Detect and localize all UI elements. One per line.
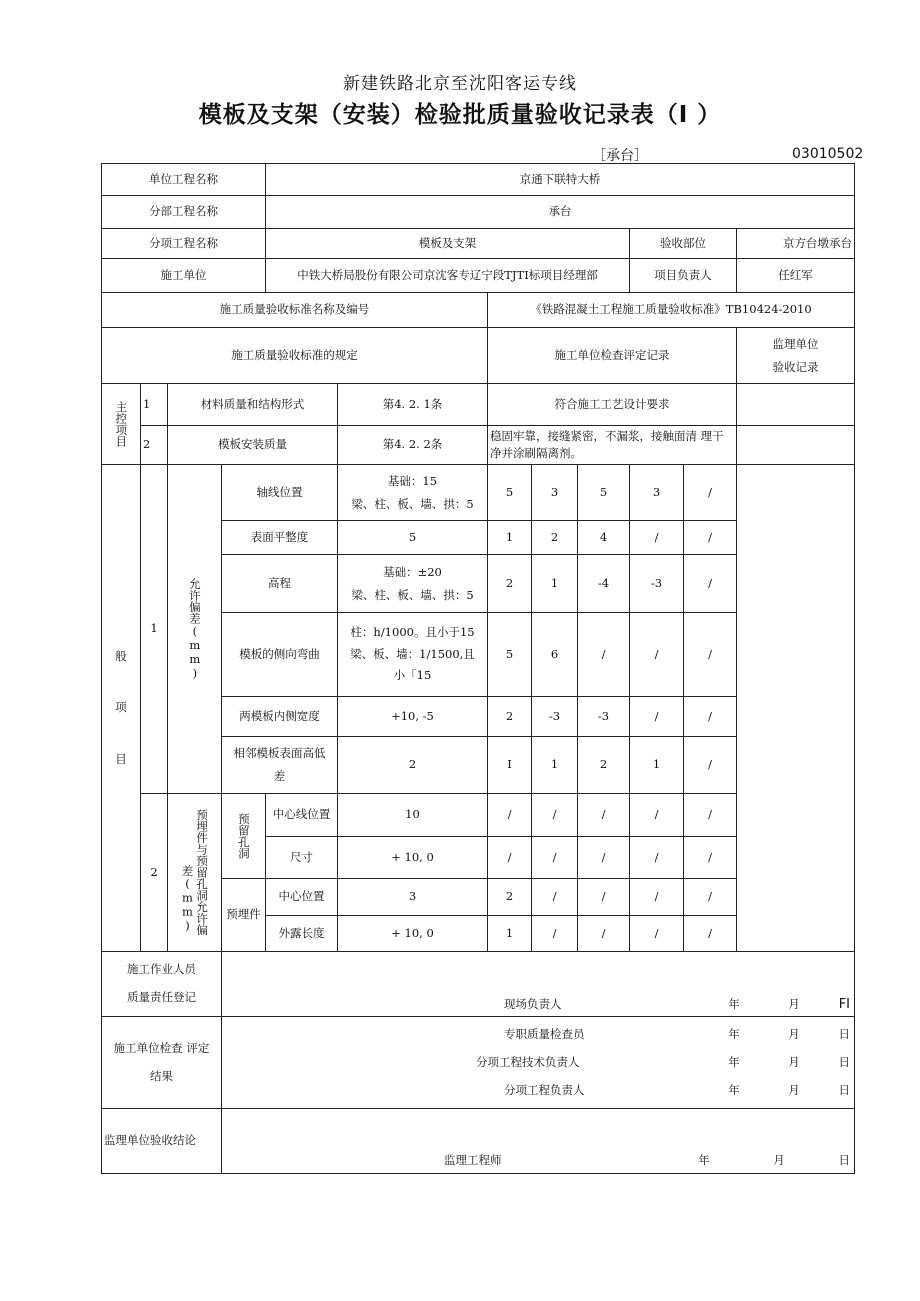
se-month: 月 [773,1153,785,1168]
mc2-item: 模板安装质量 [168,426,338,465]
g1-bend-spec [338,613,488,697]
g1-no: 1 [141,465,168,794]
g1-bend-v4: / [630,613,684,697]
g1-flat-v5: / [684,521,737,555]
g1-width-spec: +10, -5 [338,697,488,737]
g2-hole-center-v4: / [630,794,684,837]
qi-day: 日 [838,1026,850,1041]
g1-elev-spec-1: 基础：±20 [383,564,442,579]
mc1-record: 符合施工工艺设计要求 [488,384,737,426]
mc2-no: 2 [141,426,168,465]
doc-title: 模板及支架（安装）检验批质量验收记录表（I ） [198,102,722,128]
g1-elev-v3: -4 [578,555,630,613]
g1-row-axis [102,465,855,521]
g1-bend-v1: 5 [488,613,532,697]
g2-hole-size-v3: / [578,837,630,879]
site-lead-label: 现场负责人 [504,997,562,1012]
tl-day: 日 [838,1054,850,1069]
g2-embed-length-v4: / [630,916,684,952]
g2-hole-center-v1: / [488,794,532,837]
info-row-division [102,196,855,229]
g1-flat-v4: / [630,521,684,555]
worker-label-1: 施工作业人员 [127,962,196,977]
g1-bend-spec-1: 柱：h/1000。且小于15 [350,624,475,639]
info-row-item [102,229,855,259]
manager-value: 任红军 [737,259,855,293]
g2-hole-size-item: 尺寸 [266,837,338,879]
g1-bend-v5: / [684,613,737,697]
record-header: 施工单位检查评定记录 [488,328,737,384]
info-row-unit [102,164,855,196]
division-value: 承台 [266,196,855,229]
supervisor-engineer-label: 监理工程师 [444,1153,502,1168]
check-label-2: 结果 [150,1068,173,1083]
g1-width-v4: / [630,697,684,737]
g2-embed-length-v2: / [532,916,578,952]
qi-year: 年 [728,1026,740,1041]
g2-hole-size-v1: / [488,837,532,879]
accept-part-label: 验收部位 [630,229,737,259]
supervisor-sign-area [222,1109,855,1174]
g2-no: 2 [141,794,168,952]
supervisor-header-line1: 监理单位 [772,336,819,351]
g2-embed-center-v3: / [578,879,630,916]
g1-flat-v3: 4 [578,521,630,555]
main-control-row-1 [102,384,855,426]
g1-axis-spec [338,465,488,521]
g2-label-b: 差(mm) [180,864,195,933]
il-day: 日 [838,1082,850,1097]
supervisor-header-line2: 验收记录 [772,359,819,374]
location-tag: ［承台］ [592,148,648,164]
g2-embed-center-v1: 2 [488,879,532,916]
accept-part-value: 京方台墩承台 [737,229,855,259]
g2-embed-length-spec: + 10, 0 [338,916,488,952]
main-control-label [102,384,141,465]
g1-axis-v4: 3 [630,465,684,521]
supervisor-header [737,328,855,384]
mc2-clause: 第4. 2. 2条 [338,426,488,465]
g1-axis-v2: 3 [532,465,578,521]
se-day: 日 [838,1153,850,1168]
g2-embed-length-v5: / [684,916,737,952]
g2-hole-label-text: 预留孔洞 [236,813,251,859]
qi-month: 月 [788,1026,800,1041]
contractor-check-row [102,1017,855,1109]
general-label-2: 项 [115,700,127,715]
g1-width-v2: -3 [532,697,578,737]
g1-axis-spec-2: 梁、柱、板、墙、拱：5 [351,496,474,511]
mc1-clause: 第4. 2. 1条 [338,384,488,426]
il-year: 年 [728,1082,740,1097]
g1-label [168,465,222,794]
g2-label [168,794,222,952]
se-year: 年 [698,1153,710,1168]
g1-axis-item: 轴线位置 [222,465,338,521]
g2-embed-length-item: 外露长度 [266,916,338,952]
main-control-row-2 [102,426,855,465]
unit-project-value: 京通下联特大桥 [266,164,855,196]
g1-elev-v5: / [684,555,737,613]
g1-step-v4: 1 [630,737,684,794]
g2-hole-center-v3: / [578,794,630,837]
tl-month: 月 [788,1054,800,1069]
g1-elev-spec-2: 梁、柱、板、墙、拱：5 [351,587,474,602]
mc1-no: 1 [141,384,168,426]
supervisor-conclusion-label: 监理单位验收结论 [102,1109,222,1174]
g1-step-v1: I [488,737,532,794]
il-month: 月 [788,1082,800,1097]
g2-hole-center-v5: / [684,794,737,837]
record-table [101,163,855,1174]
g2-embed-center-item: 中心位置 [266,879,338,916]
g2-hole-center-v2: / [532,794,578,837]
worker-label-2: 质量责任登记 [127,990,196,1004]
general-label [102,465,141,952]
g1-step-item-1: 相邻模板表面高低 [233,746,326,760]
mc2-record: 稳固牢靠，接缝紧密，不漏浆，接触面清 理干净并涂刷隔离剂。 [488,426,737,465]
g1-flat-item: 表面平整度 [222,521,338,555]
g2-label-a: 预埋件与预留孔洞允许偏 [195,809,210,936]
g2-embed-length-v3: / [578,916,630,952]
g1-width-v3: -3 [578,697,630,737]
quality-inspector-label: 专职质量检查员 [504,1026,585,1041]
doc-subtitle: 新建铁路北京至沈阳客运专线 [343,74,577,94]
info-row-contractor [102,259,855,293]
section-header-row [102,328,855,384]
g2-embed-length-v1: 1 [488,916,532,952]
g1-step-item-2: 差 [273,769,286,783]
site-lead-month: 月 [788,997,800,1012]
g1-elev-item: 高程 [222,555,338,613]
g1-axis-v1: 5 [488,465,532,521]
site-lead-day: FI [838,997,850,1013]
general-label-3: 目 [115,751,127,766]
g1-flat-v1: 1 [488,521,532,555]
division-label: 分部工程名称 [102,196,266,229]
g2-embed-center-v4: / [630,879,684,916]
g1-step-v2: 1 [532,737,578,794]
g2-hole-size-v4: / [630,837,684,879]
g1-bend-item: 模板的侧向弯曲 [222,613,338,697]
check-label [102,1017,222,1109]
g1-bend-spec-2: 梁、板、墙：1/1500,且 [350,646,475,661]
g1-flat-spec: 5 [338,521,488,555]
form-code: 03010502 [792,146,864,162]
g1-step-spec: 2 [338,737,488,794]
g2-hole-label [222,794,266,879]
mc1-supervisor [737,384,855,426]
worker-sign-area [222,952,855,1017]
standard-value: 《铁路混凝土工程施工质量验收标准》TB10424-2010 [488,293,855,328]
mc1-item: 材料质量和结构形式 [168,384,338,426]
g2-embed-center-v5: / [684,879,737,916]
g1-step-v3: 2 [578,737,630,794]
g2-hole-center-spec: 10 [338,794,488,837]
g1-width-v1: 2 [488,697,532,737]
g2-embed-center-v2: / [532,879,578,916]
g1-elev-spec [338,555,488,613]
g1-axis-v3: 5 [578,465,630,521]
unit-project-label: 单位工程名称 [102,164,266,196]
g1-bend-v2: 6 [532,613,578,697]
rules-header: 施工质量验收标准的规定 [102,328,488,384]
g2-hole-center-item: 中心线位置 [266,794,338,837]
check-sign-area [222,1017,855,1109]
item-lead-label: 分项工程负责人 [504,1082,585,1097]
g2-hole-size-spec: + 10, 0 [338,837,488,879]
worker-label [102,952,222,1017]
g1-label-text: 允许偏差(mm) [187,578,202,680]
general-supervisor [737,465,855,952]
standard-label: 施工质量验收标准名称及编号 [102,293,488,328]
g2-embed-center-spec: 3 [338,879,488,916]
g2-hole-size-v2: / [532,837,578,879]
g1-elev-v4: -3 [630,555,684,613]
supervisor-conclusion-row [102,1109,855,1174]
g2-hole-size-v5: / [684,837,737,879]
tl-year: 年 [728,1054,740,1069]
worker-registration-row [102,952,855,1017]
main-control-label-text: 主控项目 [114,401,129,447]
g1-bend-v3: / [578,613,630,697]
g1-step-item [222,737,338,794]
standard-row [102,293,855,328]
site-lead-year: 年 [728,997,740,1012]
general-label-1: 般 [115,649,127,664]
g1-step-v5: / [684,737,737,794]
contractor-value: 中铁大桥局股份有限公司京沈客专辽宁段TJTI标项目经理部 [266,259,630,293]
g1-width-item: 两模板内侧宽度 [222,697,338,737]
check-label-1: 施工单位检查 评定 [113,1040,210,1055]
item-label: 分项工程名称 [102,229,266,259]
contractor-label: 施工单位 [102,259,266,293]
mc2-supervisor [737,426,855,465]
manager-label: 项目负责人 [630,259,737,293]
g1-elev-v1: 2 [488,555,532,613]
g1-axis-spec-1: 基础：15 [387,473,438,488]
g1-elev-v2: 1 [532,555,578,613]
g2-embed-label: 预埋件 [222,879,266,952]
g1-bend-spec-3: 小「15 [393,668,432,683]
g1-flat-v2: 2 [532,521,578,555]
item-value: 模板及支架 [266,229,630,259]
g1-axis-v5: / [684,465,737,521]
tech-lead-label: 分项工程技术负责人 [476,1054,580,1069]
g1-width-v5: / [684,697,737,737]
